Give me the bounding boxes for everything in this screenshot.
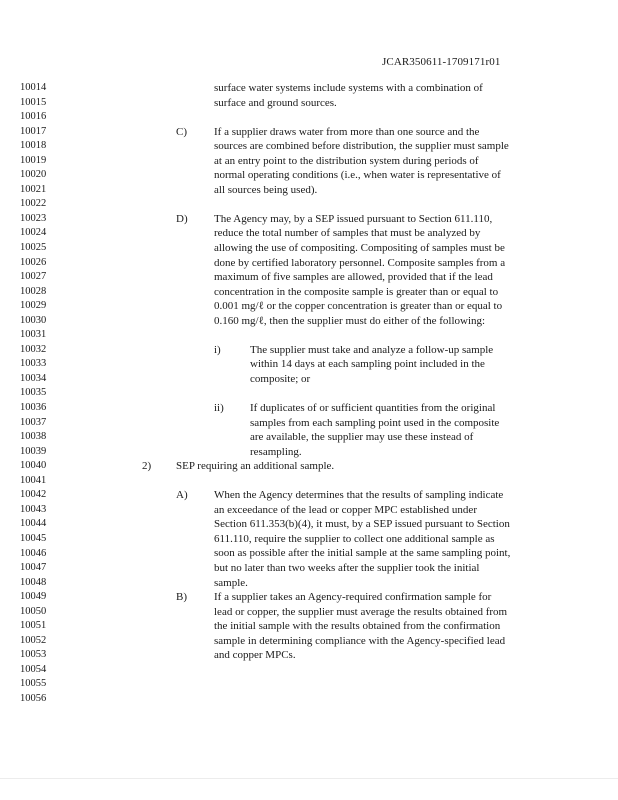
- line-number: 10049: [20, 591, 47, 603]
- line-number: 10027: [20, 271, 47, 283]
- document-id: JCAR350611-1709171r01: [382, 56, 501, 68]
- line-number: 10043: [20, 503, 47, 515]
- line-number: 10035: [20, 387, 47, 399]
- text-line: soon as possible after the initial sample at the same sampling point,: [214, 547, 511, 560]
- line-number: 10028: [20, 285, 47, 297]
- line-number: 10052: [20, 634, 47, 646]
- text-line: done by certified laboratory personnel. Composite samples from a: [214, 256, 506, 269]
- item-d-label: D): [176, 212, 188, 225]
- line-number: 10021: [20, 183, 47, 195]
- line-number: 10042: [20, 489, 47, 501]
- line-number: 10055: [20, 678, 47, 690]
- text-line: The Agency may, by a SEP issued pursuant to Section 611.110,: [214, 212, 493, 225]
- line-number: 10025: [20, 242, 47, 254]
- line-number: 10014: [20, 82, 47, 93]
- text-line: If a supplier draws water from more than one source and the: [214, 125, 480, 138]
- line-number: 10022: [20, 198, 47, 210]
- line-number: 10017: [20, 125, 47, 137]
- text-line: lead or copper, the supplier must average the results obtained from: [214, 605, 508, 618]
- line-number: 10018: [20, 140, 47, 152]
- line-number: 10020: [20, 169, 47, 181]
- line-number: 10019: [20, 154, 47, 166]
- text-line: but no later than two weeks after the supplier took the initial: [214, 562, 480, 575]
- item-2-heading: SEP requiring an additional sample.: [176, 460, 335, 473]
- text-line: Section 611.353(b)(4), it must, by a SEP issued pursuant to Section: [214, 518, 510, 531]
- line-number: 10044: [20, 518, 47, 530]
- line-number: 10050: [20, 605, 47, 617]
- item-2-a-label: A): [176, 489, 188, 502]
- page-bottom-divider: [0, 778, 618, 779]
- text-line: all sources being used).: [214, 183, 318, 196]
- text-line: within 14 days at each sampling point included in the: [250, 358, 485, 371]
- line-number: 10045: [20, 532, 47, 544]
- line-number: 10016: [20, 111, 47, 123]
- text-line: samples from each sampling point used in the composite: [250, 416, 500, 429]
- line-number: 10015: [20, 96, 47, 108]
- line-number: 10029: [20, 300, 47, 312]
- line-number: 10033: [20, 358, 47, 370]
- text-line: 611.110, require the supplier to collect one additional sample as: [214, 532, 495, 545]
- item-2-a-text: [214, 488, 510, 590]
- item-c-label: C): [176, 125, 187, 138]
- line-number: 10030: [20, 314, 47, 326]
- line-number: 10031: [20, 329, 47, 341]
- text-line: surface and ground sources.: [214, 96, 337, 109]
- line-number: 10041: [20, 474, 47, 486]
- text-line: sources are combined before distribution, the supplier must sample: [214, 140, 509, 153]
- item-d-text: [214, 212, 505, 328]
- line-number: 10048: [20, 576, 47, 588]
- line-number: 10034: [20, 372, 47, 384]
- text-line: surface water systems include systems with a combination of: [214, 82, 483, 94]
- line-number: 10032: [20, 343, 47, 355]
- text-line: and copper MPCs.: [214, 649, 296, 662]
- item-2-label: 2): [142, 460, 152, 473]
- line-number: 10047: [20, 562, 47, 574]
- item-d-i-text: [250, 343, 493, 387]
- text-line: The supplier must take and analyze a follow-up sample: [250, 343, 494, 356]
- item-2-b-text: [214, 590, 507, 663]
- text-line: composite; or: [250, 372, 311, 385]
- text-line: 0.160 mg/ℓ, then the supplier must do either of the following:: [214, 314, 486, 327]
- line-number: 10037: [20, 416, 47, 428]
- text-line: at an entry point to the distribution system during periods of: [214, 154, 479, 167]
- item-d-ii-label: ii): [214, 402, 224, 414]
- text-line: maximum of five samples are allowed, provided that if the lead: [214, 271, 493, 284]
- line-number: 10026: [20, 256, 47, 268]
- line-number: 10036: [20, 402, 47, 414]
- line-number: 10023: [20, 212, 47, 224]
- item-d-ii-text: [250, 401, 499, 459]
- text-line: When the Agency determines that the results of sampling indicate: [214, 489, 504, 502]
- text-line: 0.001 mg/ℓ or the copper concentration is greater than or equal to: [214, 300, 503, 313]
- line-number: 10054: [20, 663, 47, 675]
- line-number: 10056: [20, 692, 47, 704]
- text-line: If duplicates of or sufficient quantities from the original: [250, 402, 496, 414]
- line-number: 10051: [20, 620, 47, 632]
- text-line: sample.: [214, 576, 248, 589]
- text-line: normal operating conditions (i.e., when water is representative of: [214, 169, 501, 182]
- line-number: 10024: [20, 227, 47, 239]
- text-line: the initial sample with the results obtained from the confirmation: [214, 620, 501, 633]
- line-number-column: [20, 81, 46, 707]
- line-number: 10046: [20, 547, 47, 559]
- continuation-text: [214, 81, 483, 110]
- text-line: allowing the use of compositing. Compositing of samples must be: [214, 241, 505, 254]
- line-number: 10040: [20, 460, 47, 472]
- line-number: 10038: [20, 431, 47, 443]
- text-line: an exceedance of the lead or copper MPC established under: [214, 503, 477, 516]
- line-number: 10053: [20, 649, 47, 661]
- item-d-i-label: i): [214, 343, 221, 356]
- text-line: are available, the supplier may use these instead of: [250, 431, 474, 444]
- text-line: reduce the total number of samples that must be analyzed by: [214, 227, 481, 240]
- text-line: sample in determining compliance with the Agency-specified lead: [214, 634, 506, 647]
- line-number: 10039: [20, 445, 47, 457]
- text-line: resampling.: [250, 445, 302, 458]
- item-c-text: [214, 125, 509, 198]
- text-line: concentration in the composite sample is greater than or equal to: [214, 285, 499, 298]
- item-2-b-label: B): [176, 591, 187, 604]
- text-line: If a supplier takes an Agency-required confirmation sample for: [214, 591, 492, 604]
